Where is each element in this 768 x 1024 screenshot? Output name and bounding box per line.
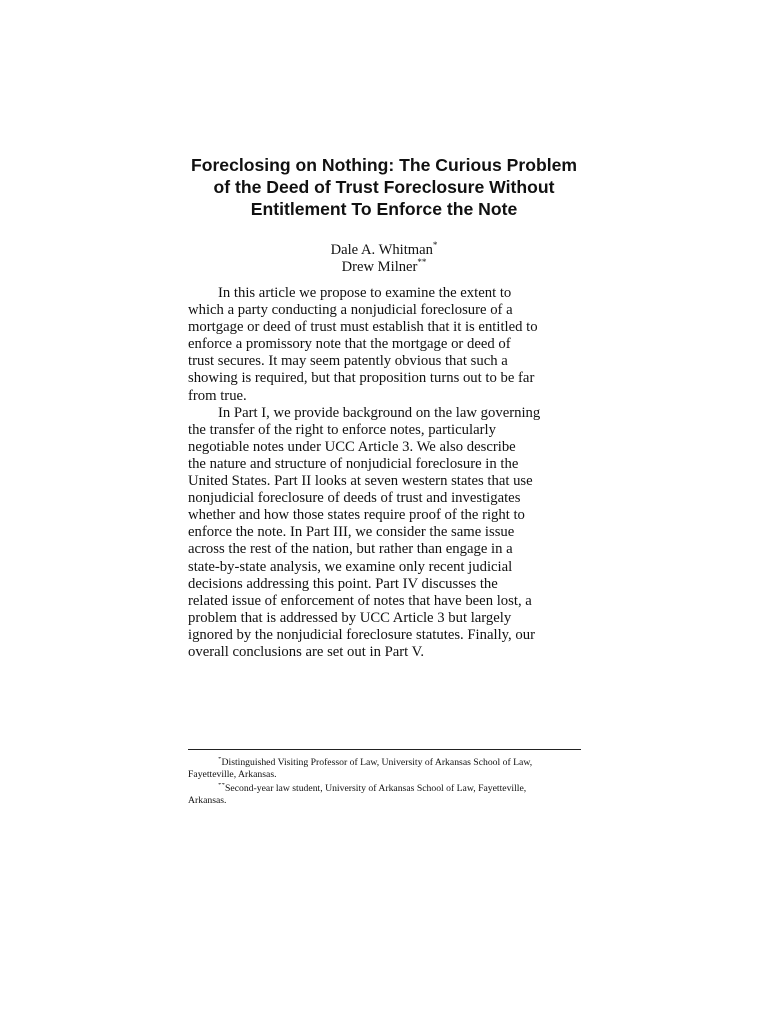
article-body [188,285,581,661]
author-line [170,259,598,276]
text-line: overall conclusions are set out in Part V. [188,643,425,660]
text-line: which a party conducting a nonjudicial foreclosure of a [188,302,513,319]
text-line: In Part I, we provide background on the law governing [218,404,541,421]
article-title [170,154,598,220]
text-line: decisions addressing this point. Part IV discusses the [188,575,498,592]
text-line: trust secures. It may seem patently obvious that such a [188,353,508,370]
text-line: mortgage or deed of trust must establish that it is entitled to [188,319,538,336]
title-line: Foreclosing on Nothing: The Curious Problem [190,155,578,175]
footnote-marker: * [218,757,222,763]
paragraph-2 [188,405,581,661]
footnote-divider [188,749,581,750]
footnote-line [188,783,581,795]
text-line: the nature and structure of nonjudicial foreclosure in the [188,455,519,472]
footnote-line: Fayetteville, Arkansas. [188,769,277,781]
text-line: ignored by the nonjudicial foreclosure statutes. Finally, our [188,626,535,643]
text-line: problem that is addressed by UCC Article 3 but largely [188,609,512,626]
footnote-line [188,757,581,769]
author-name: Dale A. Whitman [330,242,433,258]
footnote-text: Second-year law student, University of Arkansas School of Law, Fayetteville, [225,783,527,794]
text-line: showing is required, but that proposition turns out to be far [188,370,535,387]
footnote-text: Distinguished Visiting Professor of Law, University of Arkansas School of Law, [221,757,533,768]
author-list [170,242,598,276]
text-line: negotiable notes under UCC Article 3. We also describe [188,438,516,455]
text-line: enforce the note. In Part III, we consider the same issue [188,524,515,541]
footnote-marker: ** [218,783,225,789]
text-line: nonjudicial foreclosure of deeds of trust and investigates [188,490,521,507]
text-line: state-by-state analysis, we examine only recent judicial [188,558,513,575]
footnote-marker: ** [417,257,427,267]
text-line: related issue of enforcement of notes that have been lost, a [188,592,532,609]
text-line: from true. [188,387,247,404]
title-line: of the Deed of Trust Foreclosure Without [213,177,555,197]
text-line: United States. Part II looks at seven western states that use [188,473,533,490]
text-line: In this article we propose to examine the extent to [218,285,512,301]
text-line: across the rest of the nation, but rather than engage in a [188,541,513,558]
footnote-marker: * [432,240,438,250]
author-line [170,242,598,259]
paragraph-1 [188,285,581,405]
text-line: whether and how those states require proof of the right to [188,507,525,524]
footnote-line: Arkansas. [188,795,227,807]
footnote-1 [188,757,581,781]
title-line: Entitlement To Enforce the Note [250,199,518,219]
text-line: the transfer of the right to enforce notes, particularly [188,421,496,438]
text-line: enforce a promissory note that the mortgage or deed of [188,336,511,353]
author-name: Drew Milner [341,259,418,275]
footnote-2 [188,783,581,807]
